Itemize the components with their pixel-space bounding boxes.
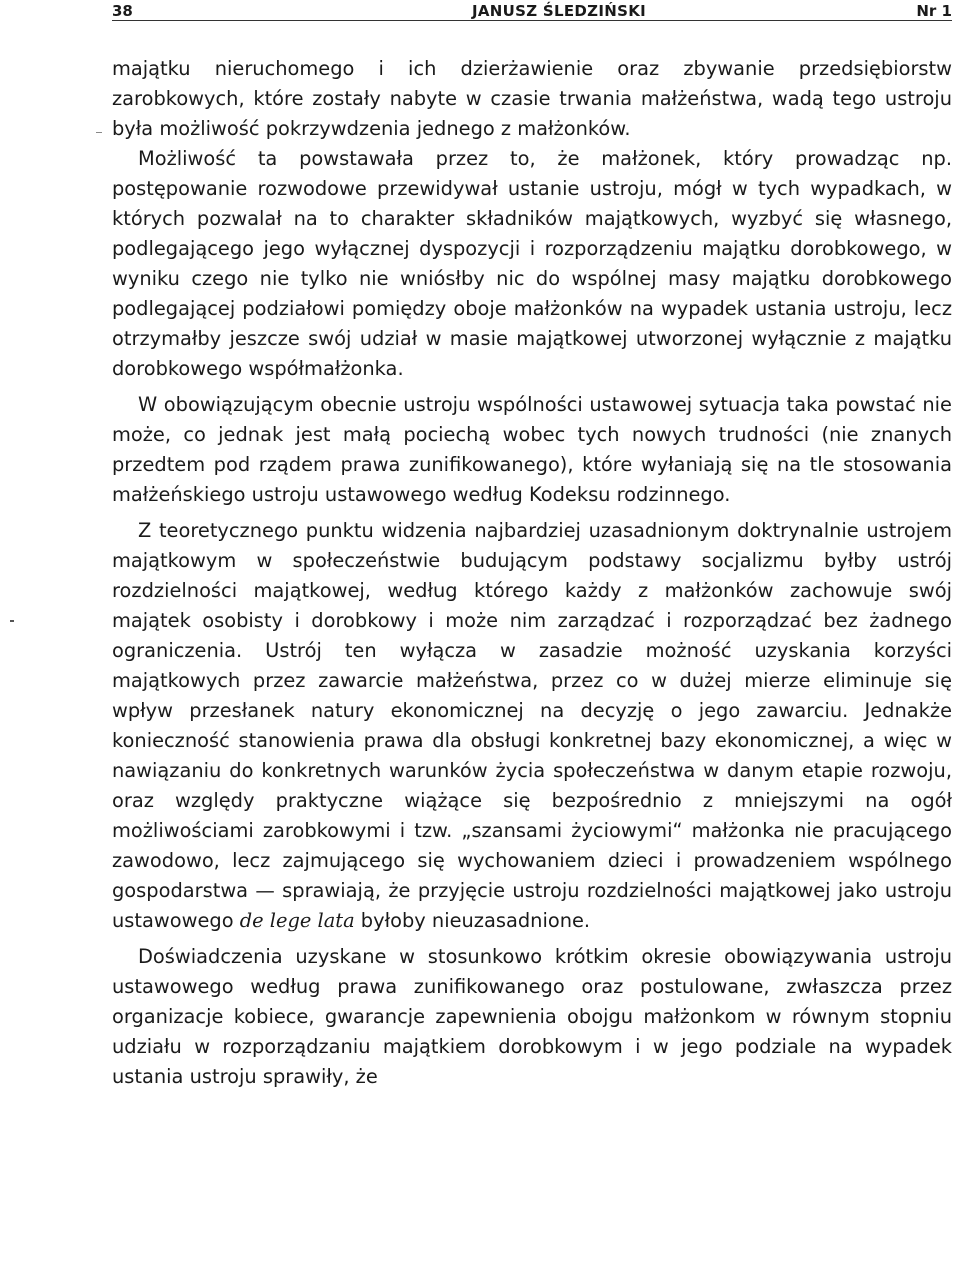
scan-artifact [10, 620, 14, 622]
paragraph-text: byłoby nieuzasadnione. [354, 909, 591, 932]
paragraph: Doświadczenia uzyskane w stosunkowo krótkim okresie obowiązywania ustroju ustawowego według prawa zunifikowanego oraz postulowane, zwłaszcza przez organizacje kobiece, gwarancje zapewnienia obojgu małżonkom w równym stopniu udziału w rozporządzaniu majątkiem dorobkowym i w jego podziale na wypadek ustania ustroju sprawiły, że [112, 945, 952, 1088]
latin-phrase: de lege lata [239, 909, 355, 932]
running-head-author: JANUSZ ŚLEDZIŃSKI [472, 2, 647, 20]
paragraph: W obowiązującym obecnie ustroju wspólności ustawowej sytuacja taka powstać nie może, co jednak jest małą pociechą wobec tych nowych trudności (nie znanych przedtem pod rządem prawa zunifikowanego), które wyłaniają się na tle stosowania małżeńskiego ustroju ustawowego według Kodeksu rodzinnego. [112, 393, 952, 506]
paragraph: Możliwość ta powstawała przez to, że małżonek, który prowadząc np. postępowanie rozwodowe przewidywał ustanie ustroju, mógł w tych wypadkach, w których pozwalał na to charakter składników majątkowych, wyzbyć się własnego, podlegającego jego wyłącznej dyspozycji i rozporządzeniu majątku dorobkowego, w wyniku czego nie tylko nie wniósłby nic do wspólnej masy majątku dorobkowego podlegającej podziałowi pomiędzy oboje małżonków na wypadek ustania ustroju, lecz otrzymałby jeszcze swój udział w masie majątkowej utworzonej wyłącznie z majątku dorobkowego współmałżonka. [112, 147, 952, 380]
paragraph-continuation: majątku nieruchomego i ich dzierżawienie oraz zbywanie przedsiębiorstw zarobkowych, które zostały nabyte w czasie trwania małżeństwa, wadą tego ustroju była możliwość pokrzywdzenia jednego z małżonków. [112, 57, 952, 140]
body-text [112, 54, 952, 1092]
page-number: 38 [112, 2, 133, 20]
issue-number: Nr 1 [916, 2, 952, 20]
scan-artifact [96, 132, 102, 133]
running-head [112, 0, 952, 22]
paragraph [112, 516, 952, 936]
header-rule [112, 20, 952, 21]
paragraph-text: Z teoretycznego punktu widzenia najbardziej uzasadnionym doktrynalnie ustrojem majątkowym w społeczeństwie budującym podstawy socjalizmu byłby ustrój rozdzielności majątkowej, według którego każdy z małżonków zachowuje swój majątek osobisty i dorobkowy i może nim zarządzać i rozporządzać bez żadnego ograniczenia. Ustrój ten wyłącza w zasadzie możność uzyskania korzyści majątkowych przez zawarcie małżeństwa, przez co w dużej mierze eliminuje się wpływ przesłanek natury ekonomicznej na decyzję o jego zawarciu. Jednakże konieczność stanowienia prawa dla obsługi konkretnej bazy ekonomicznej, a więc w nawiązaniu do konkretnych warunków życia społeczeństwa w danym etapie rozwoju, oraz względy praktyczne wiążące się bezpośrednio z mniejszymi na ogół możliwościami zarobkowymi i tzw. „szansami życiowymi“ małżonka nie pracującego zawodowo, lecz zajmującego się wychowaniem dzieci i prowadzeniem wspólnego gospodarstwa — sprawiają, że przyjęcie ustroju rozdzielności majątkowej jako ustroju ustawowego [112, 519, 952, 932]
